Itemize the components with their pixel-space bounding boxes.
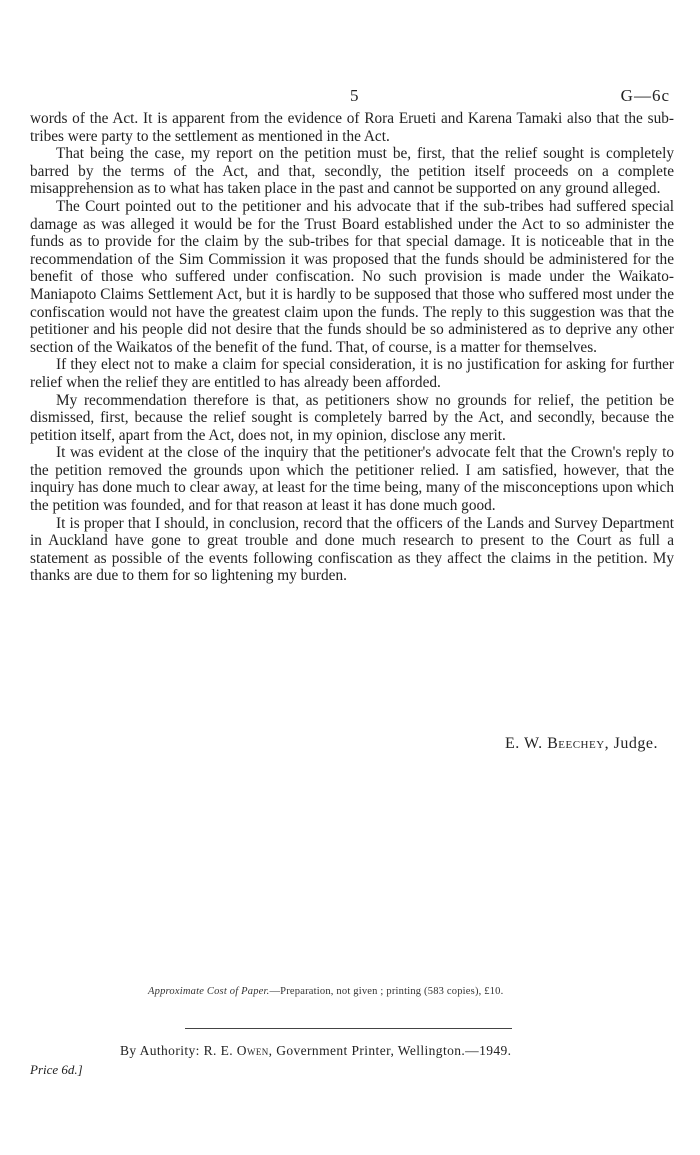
printer-initials: R. E. bbox=[203, 1043, 234, 1058]
paragraph: My recommendation therefore is that, as petitioners show no grounds for relief, the petition be dismissed, first, because the relief sought is completely barred by the Act, and secondly, because the petition itself, apart from the Act, does not, in my opinion, disclose any merit. bbox=[30, 391, 674, 444]
paragraph: If they elect not to make a claim for special consideration, it is no justification for asking for further relief when the relief they are entitled to has already been afforded. bbox=[30, 356, 674, 391]
document-reference: G—6c bbox=[620, 86, 670, 105]
signature-initials: E. W. bbox=[504, 735, 543, 752]
cost-text: —Preparation, not given ; printing (583 copies), £10. bbox=[269, 986, 504, 997]
paragraph: It was evident at the close of the inquiry that the petitioner's advocate felt that the Crown's reply to the petition removed the grounds upon which the petitioner relied. I am satisfied, however, that the inquiry has done much to clear away, at least for the time being, many of the misconceptions upon which the petition was founded, and for that reason at least it has done much good. bbox=[30, 444, 674, 515]
signature-title: , Judge. bbox=[604, 735, 658, 752]
report-body bbox=[30, 110, 674, 585]
printing-cost-note bbox=[148, 986, 503, 997]
paragraph: words of the Act. It is apparent from the evidence of Rora Erueti and Karena Tamaki also that the sub-tribes were party to the settlement as mentioned in the Act. bbox=[30, 110, 674, 145]
paragraph: It is proper that I should, in conclusion, record that the officers of the Lands and Survey Department in Auckland have gone to great trouble and done much research to present to the Court as full a statement as possible of the events following confiscation as they affect the claims in the petition. My thanks are due to them for so lightening my burden. bbox=[30, 514, 674, 585]
price-label: Price 6d.] bbox=[30, 1062, 83, 1077]
cost-label: Approximate Cost of Paper. bbox=[148, 986, 270, 997]
judge-signature bbox=[505, 735, 658, 753]
page-header bbox=[0, 86, 700, 108]
printer-authority bbox=[120, 1043, 511, 1059]
footer-divider bbox=[185, 1028, 512, 1029]
authority-prefix: By Authority: bbox=[120, 1043, 200, 1058]
page-number: 5 bbox=[350, 86, 359, 105]
paragraph: That being the case, my report on the petition must be, first, that the relief sought is completely barred by the terms of the Act, and that, secondly, the petition itself proceeds on a complete misapprehension as to what has taken place in the past and cannot be supported on any ground alleged. bbox=[30, 145, 674, 198]
printer-suffix: , Government Printer, Wellington.—1949. bbox=[268, 1043, 512, 1058]
signature-surname: Beechey bbox=[547, 735, 605, 752]
printer-surname: Owen bbox=[236, 1043, 269, 1058]
paragraph: The Court pointed out to the petitioner and his advocate that if the sub-tribes had suffered special damage as was alleged it would be for the Trust Board established under the Act to so administer the funds as to provide for the claim by the sub-tribes for that special damage. It is noticeable that in the recommendation of the Sim Commission it was proposed that the funds should be administered for the benefit of those who suffered under confiscation. No such provision is made under the Waikato-Maniapoto Claims Settlement Act, but it is hardly to be supposed that those who suffered most under the confiscation would not have the greatest claim upon the funds. The reply to this suggestion was that the petitioner and his people did not desire that the funds should be so administered as to deprive any other section of the Waikatos of the benefit of the fund. That, of course, is a matter for themselves. bbox=[30, 197, 674, 356]
